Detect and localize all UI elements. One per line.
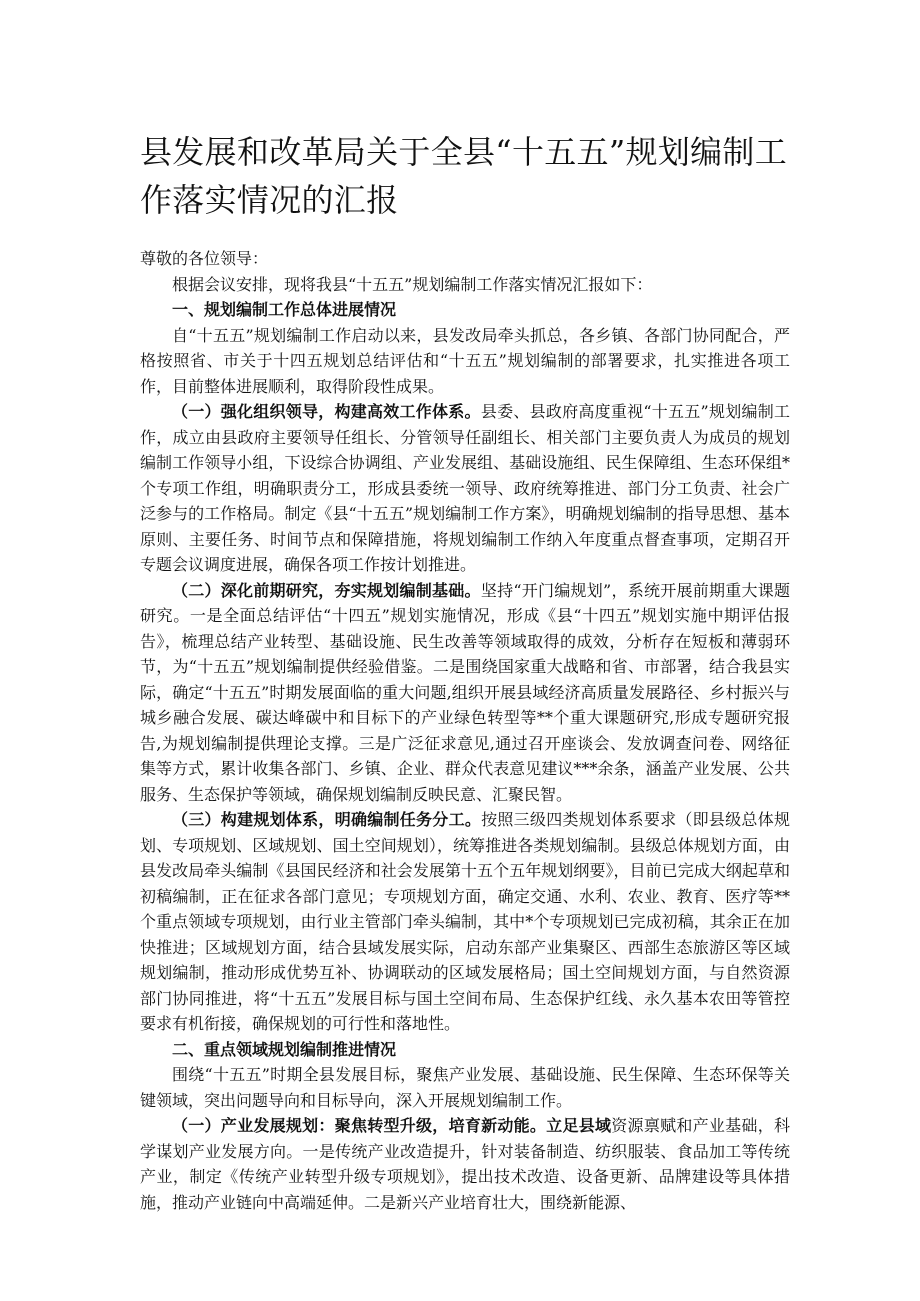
section-2-item-1 xyxy=(140,1113,790,1215)
section-1-paragraph: 自“十五五”规划编制工作启动以来，县发改局牵头抓总，各乡镇、各部门协同配合，严格按照省、市关于十四五规划总结评估和“十五五”规划编制的部署要求，扎实推进各项工作，目前整体进展顺利，取得阶段性成果。 xyxy=(140,325,790,396)
item-lead: （三）构建规划体系，明确编制任务分工。 xyxy=(172,810,482,829)
item-lead: （一）产业发展规划：聚焦转型升级，培育新动能。立足县域 xyxy=(172,1116,612,1135)
item-text: 按照三级四类规划体系要求（即县级总体规划、专项规划、区域规划、国土空间规划），统筹推进各类规划编制。县级总体规划方面，由县发改局牵头编制《县国民经济和社会发展第十五个五年规划纲要》，目前已完成大纲起草和初稿编制，正在征求各部门意见；专项规划方面，确定交通、水利、农业、教育、医疗等**个重点领域专项规划，由行业主管部门牵头编制，其中*个专项规划已完成初稿，其余正在加快推进；区域规划方面，结合县域发展实际，启动东部产业集聚区、西部生态旅游区等区域规划编制，推动形成优势互补、协调联动的区域发展格局；国土空间规划方面，与自然资源部门协同推进，将“十五五”发展目标与国土空间布局、生态保护红线、永久基本农田等管控要求有机衔接，确保规划的可行性和落地性。 xyxy=(140,810,790,1033)
item-lead: （一）强化组织领导，构建高效工作体系。 xyxy=(172,402,481,421)
item-text: 资源禀赋和产业基础，科学谋划产业发展方向。一是传统产业改造提升，针对装备制造、纺织服装、食品加工等传统产业，制定《传统产业转型升级专项规划》，提出技术改造、设备更新、品牌建设等具体措施，推动产业链向中高端延伸。二是新兴产业培育壮大，围绕新能源、 xyxy=(140,1116,790,1212)
salutation: 尊敬的各位领导： xyxy=(140,249,269,268)
section-1-item-2 xyxy=(140,578,790,808)
item-text: 坚持“开门编规划”，系统开展前期重大课题研究。一是全面总结评估“十四五”规划实施情况，形成《县“十四五”规划实施中期评估报告》，梳理总结产业转型、基础设施、民生改善等领域取得的成效，分析存在短板和薄弱环节，为“十五五”规划编制提供经验借鉴。二是围绕国家重大战略和省、市部署，结合我县实际，确定“十五五”时期发展面临的重大问题,组织开展县域经济高质量发展路径、乡村振兴与城乡融合发展、碳达峰碳中和目标下的产业绿色转型等**个重大课题研究,形成专题研究报告,为规划编制提供理论支撑。三是广泛征求意见,通过召开座谈会、发放调查问卷、网络征集等方式，累计收集各部门、乡镇、企业、群众代表意见建议***余条，涵盖产业发展、公共服务、生态保护等领域，确保规划编制反映民意、汇聚民智。 xyxy=(140,580,790,804)
section-2-heading: 二、重点领域规划编制推进情况 xyxy=(172,1039,397,1059)
item-text: 县委、县政府高度重视“十五五”规划编制工作，成立由县政府主要领导任组长、分管领导任副组长、相关部门主要负责人为成员的规划编制工作领导小组，下设综合协调组、产业发展组、基础设施组、民生保障组、生态环保组*个专项工作组，明确职责分工，形成县委统一领导、政府统筹推进、部门分工负责、社会广泛参与的工作格局。制定《县“十五五”规划编制工作方案》，明确规划编制的指导思想、基本原则、主要任务、时间节点和保障措施，将规划编制工作纳入年度重点督查事项，定期召开专题会议调度进展，确保各项工作按计划推进。 xyxy=(140,402,790,574)
section-1-item-1 xyxy=(140,399,790,578)
document-title: 县发展和改革局关于全县“十五五”规划编制工作落实情况的汇报 xyxy=(140,133,788,219)
item-lead: （二）深化前期研究，夯实规划编制基础。 xyxy=(172,580,481,600)
document-page xyxy=(140,128,790,1215)
section-2-paragraph: 围绕“十五五”时期全县发展目标，聚焦产业发展、基础设施、民生保障、生态环保等关键领域，突出问题导向和目标导向，深入开展规划编制工作。 xyxy=(140,1065,790,1110)
section-1-item-3 xyxy=(140,807,790,1037)
intro-paragraph: 根据会议安排，现将我县“十五五”规划编制工作落实情况汇报如下： xyxy=(172,274,653,294)
section-1-heading: 一、规划编制工作总体进展情况 xyxy=(172,300,397,319)
